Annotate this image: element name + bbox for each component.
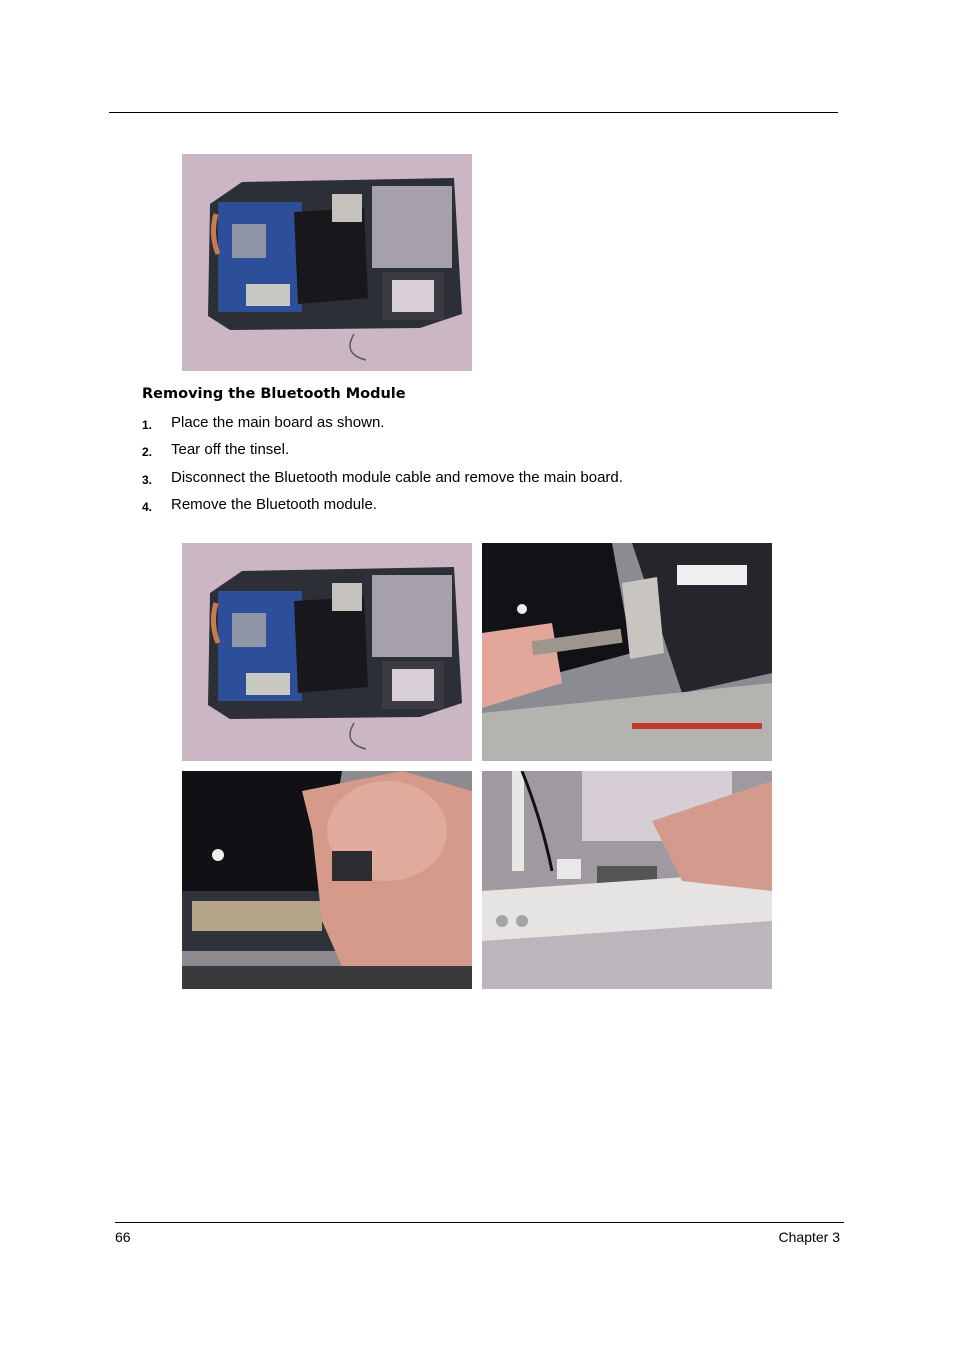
step-text: Place the main board as shown. bbox=[171, 414, 385, 431]
page-number: 66 bbox=[115, 1229, 131, 1245]
main-board-photo bbox=[182, 154, 472, 371]
step1-photo bbox=[182, 543, 472, 761]
header-rule bbox=[109, 112, 838, 113]
footer-rule bbox=[115, 1222, 844, 1223]
section-title: Removing the Bluetooth Module bbox=[142, 386, 406, 402]
step-text: Disconnect the Bluetooth module cable and remove the main board. bbox=[171, 468, 623, 486]
chapter-label: Chapter 3 bbox=[778, 1229, 840, 1245]
step-text: Remove the Bluetooth module. bbox=[171, 495, 377, 513]
step-text: Tear off the tinsel. bbox=[171, 441, 290, 459]
step4-photo bbox=[482, 771, 772, 989]
step-number: 1. bbox=[142, 418, 153, 432]
step2-photo bbox=[482, 543, 772, 761]
step-number: 2. bbox=[142, 445, 153, 460]
step-number: 4. bbox=[142, 499, 153, 514]
step-number: 3. bbox=[142, 472, 153, 487]
step3-photo bbox=[182, 771, 472, 989]
